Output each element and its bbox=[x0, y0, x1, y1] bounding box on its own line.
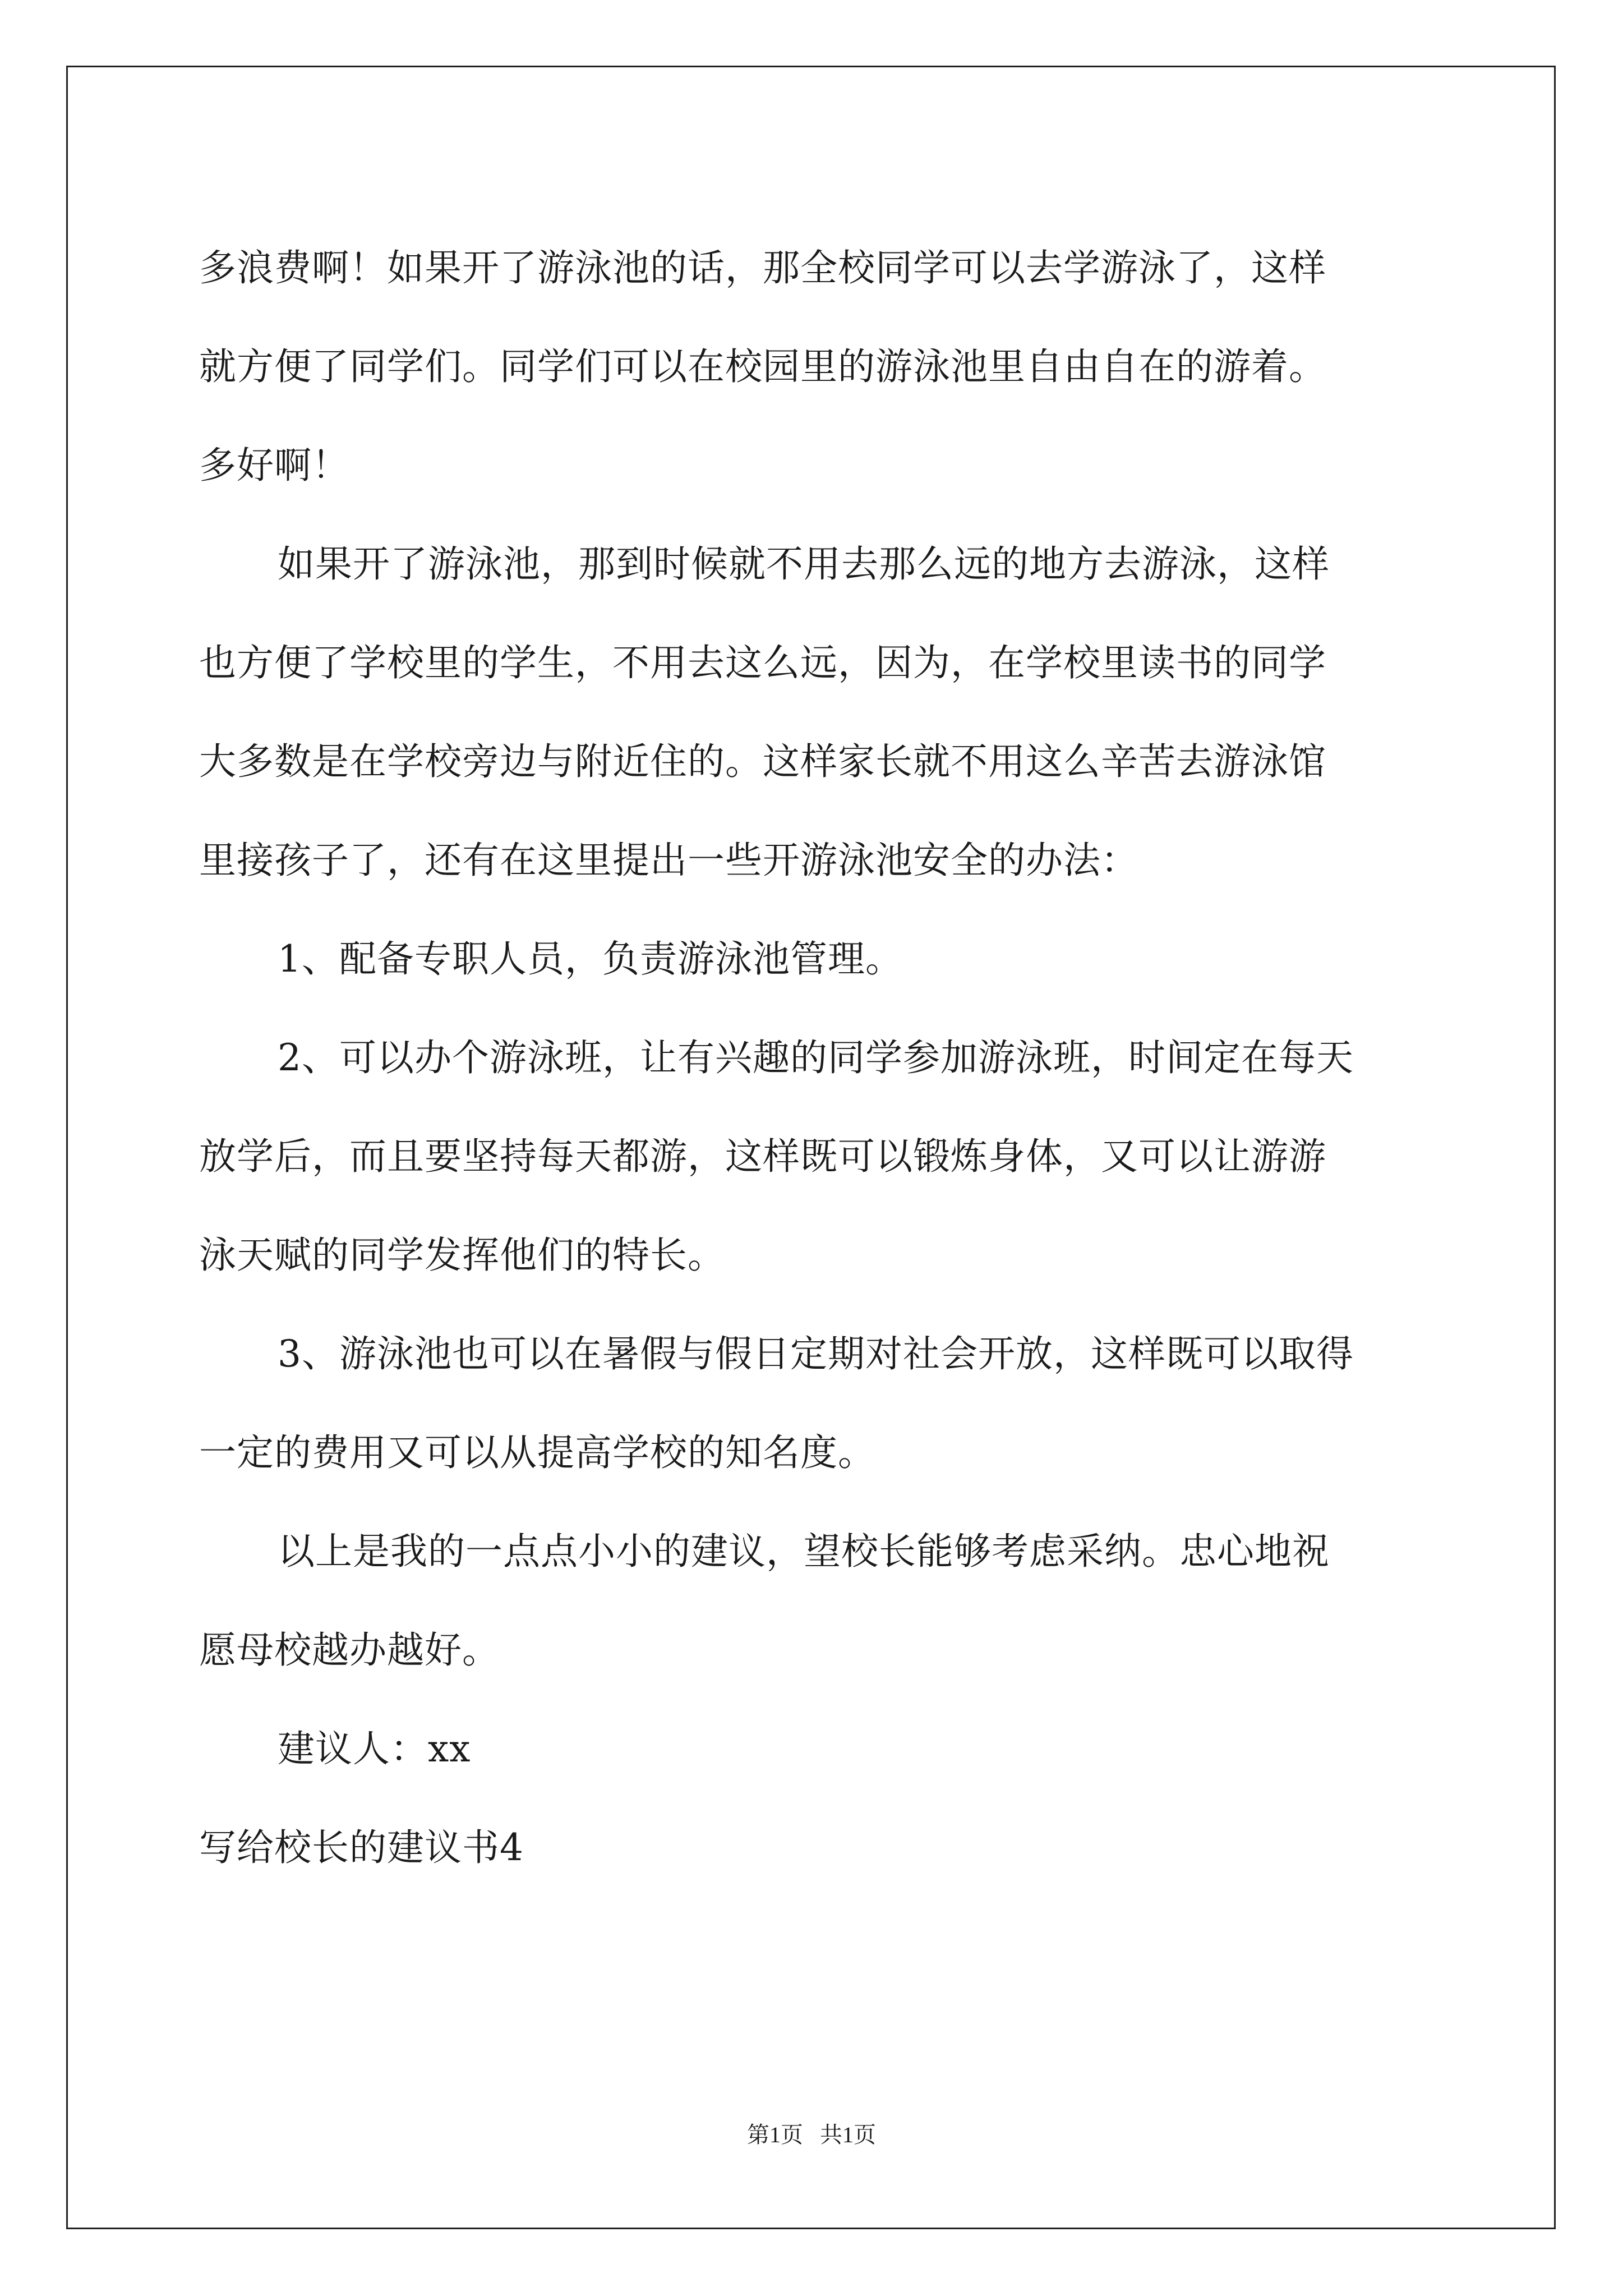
text-line-3: 多好啊！ bbox=[199, 444, 349, 487]
text-line-4: 如果开了游泳池，那到时候就不用去那么远的地方去游泳，这样 bbox=[278, 542, 1330, 586]
text-line-5: 也方便了学校里的学生，不用去这么远，因为，在学校里读书的同学 bbox=[199, 641, 1326, 684]
text-line-2: 就方便了同学们。同学们可以在校园里的游泳池里自由自在的游着。 bbox=[199, 345, 1326, 388]
section-heading: 写给校长的建议书4 bbox=[199, 1826, 524, 1869]
text-line-6: 大多数是在学校旁边与附近住的。这样家长就不用这么辛苦去游泳馆 bbox=[199, 740, 1326, 783]
signature-line: 建议人：xx bbox=[278, 1727, 471, 1770]
page-footer: 第1页 共1页 bbox=[747, 2122, 876, 2147]
list-item-1: 1、配备专职人员，负责游泳池管理。 bbox=[278, 937, 903, 981]
text-line-13: 一定的费用又可以从提高学校的知名度。 bbox=[199, 1431, 875, 1474]
text-line-7: 里接孩子了，还有在这里提出一些开游泳池安全的办法： bbox=[199, 839, 1138, 882]
document-body bbox=[199, 219, 1433, 1897]
text-line-15: 愿母校越办越好。 bbox=[199, 1628, 500, 1672]
text-line-1: 多浪费啊！如果开了游泳池的话，那全校同学可以去学游泳了，这样 bbox=[199, 246, 1326, 289]
list-item-2: 2、可以办个游泳班，让有兴趣的同学参加游泳班，时间定在每天 bbox=[278, 1036, 1354, 1079]
closing-paragraph: 以上是我的一点点小小的建议，望校长能够考虑采纳。忠心地祝 bbox=[278, 1530, 1330, 1573]
text-line-11: 泳天赋的同学发挥他们的特长。 bbox=[199, 1234, 725, 1277]
text-line-10: 放学后，而且要坚持每天都游，这样既可以锻炼身体，又可以让游游 bbox=[199, 1135, 1326, 1178]
list-item-3: 3、游泳池也可以在暑假与假日定期对社会开放，这样既可以取得 bbox=[278, 1332, 1354, 1375]
